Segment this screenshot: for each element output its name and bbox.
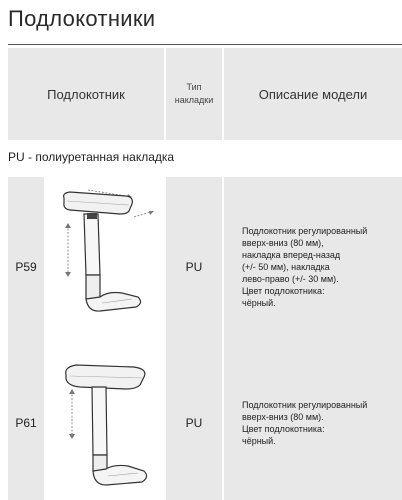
header-armrest: Подлокотник (8, 48, 164, 140)
header-description: Описание модели (224, 48, 402, 140)
row-p61-image (44, 345, 164, 500)
row-p61-description-text: Подлокотник регулированный вверх-вниз (80 мм). Цвет подлокотника: чёрный. (242, 399, 368, 446)
row-p59-description-text: Подлокотник регулированный вверх-вниз (80 мм), накладка вперед-назад (+/- 50 мм), накладка лево-право (+/- 30 мм). Цвет подлокотника: чёрный. (242, 226, 368, 308)
row-p61-code: P61 (8, 345, 44, 500)
header-pad-type: Тип накладки (166, 48, 222, 140)
page-title: Подлокотники (8, 6, 156, 31)
section-label: PU - полиуретанная накладка (8, 150, 175, 164)
armrest-p61-illustration (44, 345, 164, 500)
row-p59-image (44, 177, 164, 357)
row-p59-code: P59 (8, 177, 44, 357)
row-p61-type: PU (166, 345, 222, 500)
title-divider (8, 44, 402, 45)
armrest-p59-illustration (44, 177, 164, 357)
row-p59-type: PU (166, 177, 222, 357)
row-p59-description (224, 177, 402, 357)
row-p61-description (224, 345, 402, 500)
